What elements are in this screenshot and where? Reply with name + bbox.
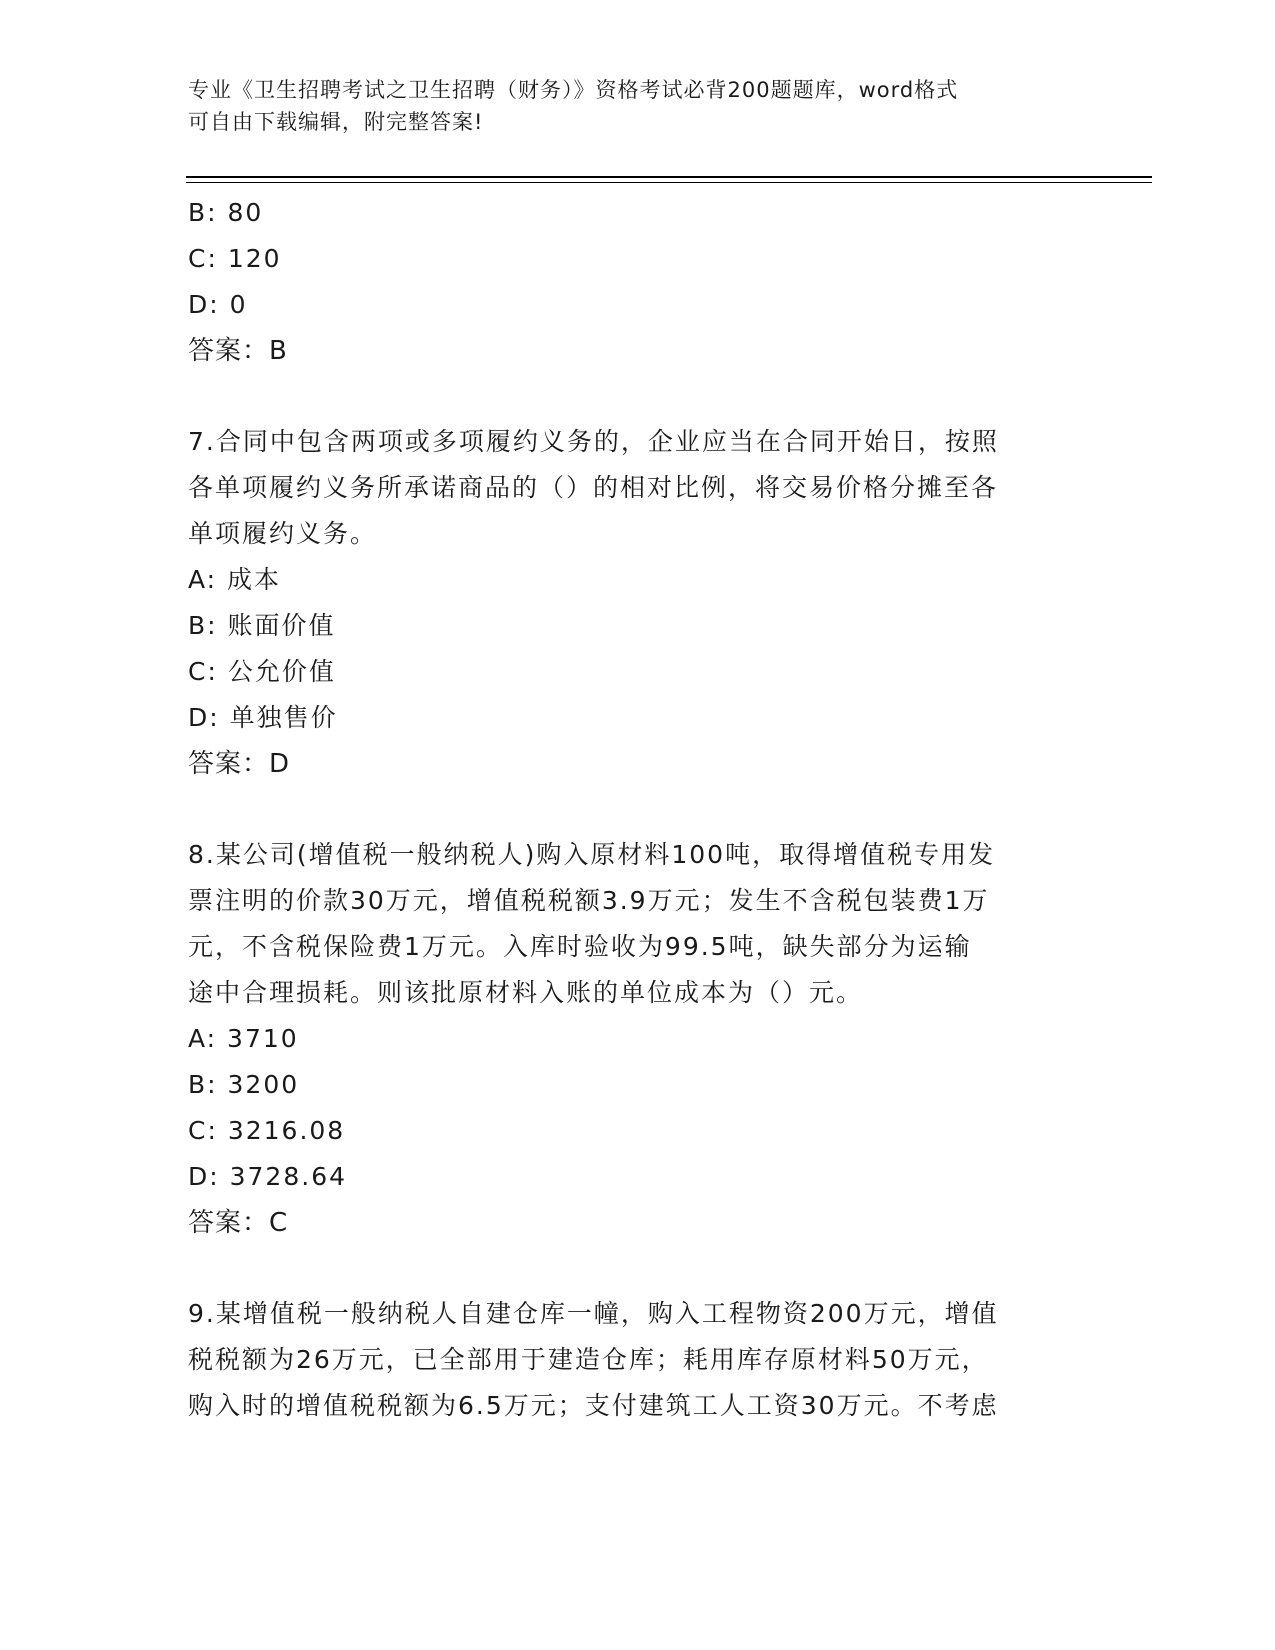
question-6-options <box>188 190 1088 328</box>
question-7-answer: 答案：D <box>188 749 291 779</box>
option-d: D: 0 <box>188 290 248 319</box>
question-8-stem-line: 票注明的价款30万元，增值税税额3.9万元；发生不含税包装费1万 <box>188 886 990 915</box>
option-b: B: 80 <box>188 198 264 227</box>
option-a: A: 3710 <box>188 1024 299 1053</box>
question-content <box>188 190 1088 1429</box>
question-7-stem-line: 各单项履约义务所承诺商品的（）的相对比例，将交易价格分摊至各 <box>188 473 999 502</box>
option-c: C: 120 <box>188 244 282 273</box>
question-9-stem-line: 购入时的增值税税额为6.5万元；支付建筑工人工资30万元。不考虑 <box>188 1391 999 1420</box>
option-c: C: 公允价值 <box>188 657 336 686</box>
question-9-stem-line: 税税额为26万元，已全部用于建造仓库；耗用库存原材料50万元， <box>188 1345 989 1374</box>
question-7 <box>188 419 1088 787</box>
question-7-stem-line: 7.合同中包含两项或多项履约义务的，企业应当在合同开始日，按照 <box>188 427 999 456</box>
question-8-stem-line: 途中合理损耗。则该批原材料入账的单位成本为（）元。 <box>188 978 864 1007</box>
option-c: C: 3216.08 <box>188 1116 346 1145</box>
question-8-answer: 答案：C <box>188 1208 289 1238</box>
question-9 <box>188 1291 1088 1429</box>
question-8-stem-line: 元，不含税保险费1万元。入库时验收为99.5吨，缺失部分为运输 <box>188 932 972 961</box>
question-6-answer: 答案：B <box>188 336 288 366</box>
spacer <box>188 787 1088 832</box>
header-title-line-1: 专业《卫生招聘考试之卫生招聘（财务）》资格考试必背200题题库，word格式 <box>188 78 959 102</box>
question-8-stem-line: 8.某公司(增值税一般纳税人)购入原材料100吨，取得增值税专用发 <box>188 840 996 869</box>
option-d: D: 单独售价 <box>188 703 338 732</box>
document-header <box>188 74 1068 138</box>
question-8 <box>188 832 1088 1246</box>
header-title-line-2: 可自由下载编辑，附完整答案! <box>188 110 484 134</box>
question-9-stem-line: 9.某增值税一般纳税人自建仓库一幢，购入工程物资200万元，增值 <box>188 1299 999 1328</box>
spacer <box>188 374 1088 419</box>
spacer <box>188 1246 1088 1291</box>
header-divider-thin <box>186 182 1152 183</box>
header-divider-thick <box>186 176 1152 178</box>
question-7-stem-line: 单项履约义务。 <box>188 519 378 548</box>
option-d: D: 3728.64 <box>188 1162 348 1191</box>
option-a: A: 成本 <box>188 565 282 594</box>
option-b: B: 账面价值 <box>188 611 336 640</box>
option-b: B: 3200 <box>188 1070 300 1099</box>
